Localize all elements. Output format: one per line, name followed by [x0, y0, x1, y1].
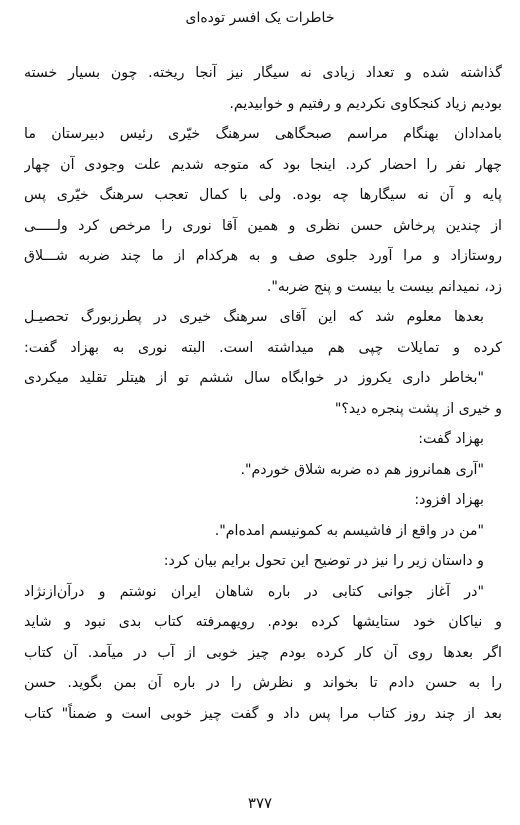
text-line: چهار نفر را احضار کرد. اینجا بود که متوجه شدیم علت وجودی آن چهار — [24, 156, 502, 173]
text-line: و داستان زیر را نیز در توضیح این تحول برایم بیان کرد: — [163, 553, 484, 569]
text-line: "من در واقع از فاشیسم به کمونیسم امده‌ام". — [214, 522, 484, 539]
text-line: را به حسن دادم تا بخواند و نظرش را در باره آن بمن بگوید. حسن — [24, 675, 502, 691]
text-line: اگر بعدها روی آن کار کرده بودم چیز خوبی از آب در میآمد. آن کتاب — [24, 644, 502, 661]
text-line: گذاشته شده و تعداد زیادی نه سیگار نیز آنجا ریخته. چون بسیار خسته — [24, 65, 502, 81]
text-line: "بخاطر داری یکروز در خوابگاه سال ششم تو از هیتلر تقلید میکردی — [24, 370, 484, 386]
text-line: "در آغاز جوانی کتابی در باره شاهان ایران نوشتم و درآن‌ازنژاد — [24, 583, 484, 600]
text-line: زد، نمیدانم بیست یا بیست و پنج ضربه". — [266, 278, 502, 295]
text-line: کرده و تمایلات چپی هم میداشته است. البته نوری به بهزاد گفت: — [24, 339, 502, 356]
text-line: و خیری از پشت پنجره دید؟" — [334, 400, 502, 417]
running-header: خاطرات یک افسر توده‌ای — [185, 10, 335, 26]
text-line: و نیاکان خود ستایشها کرده بودم. رویهمرفته کتاب بدی نبود و شاید — [24, 614, 502, 630]
text-line: از چندین پرخاش حسن نظری و همین آقا نوری را مرخص کرد ولـــــی — [24, 217, 502, 234]
text-line: روستازاد و مرا آورد جلوی صف و به هرکدام از ما چند ضربه شـــلاق — [24, 248, 502, 264]
text-line: بهزاد افزود: — [414, 492, 484, 508]
text-line: بعدها معلوم شد که این آقای سرهنگ خیری در پطرزبورگ تحصیـل — [24, 309, 484, 325]
text-line: بهزاد گفت: — [418, 431, 484, 447]
text-line: بعد از چند روز کتاب مرا پس داد و گفت چیز خوبی است و ضمناً" کتاب — [24, 705, 502, 722]
text-line: "آری همانروز هم ده ضربه شلاق خوردم". — [240, 461, 484, 478]
text-line: پایه و آن نه سیگارها چه بوده. ولی با کمال تعجب سرهنگ خیّری پس — [24, 187, 502, 203]
body-text — [24, 58, 502, 729]
text-line: بودیم زیاد کنجکاوی نکردیم و رفتیم و خوابیدیم. — [229, 95, 502, 112]
text-line: بامدادان بهنگام مراسم صبحگاهی سرهنگ خیّری رئیس دبیرستان ما — [24, 126, 502, 142]
page-number: ۳۷۷ — [247, 794, 273, 812]
